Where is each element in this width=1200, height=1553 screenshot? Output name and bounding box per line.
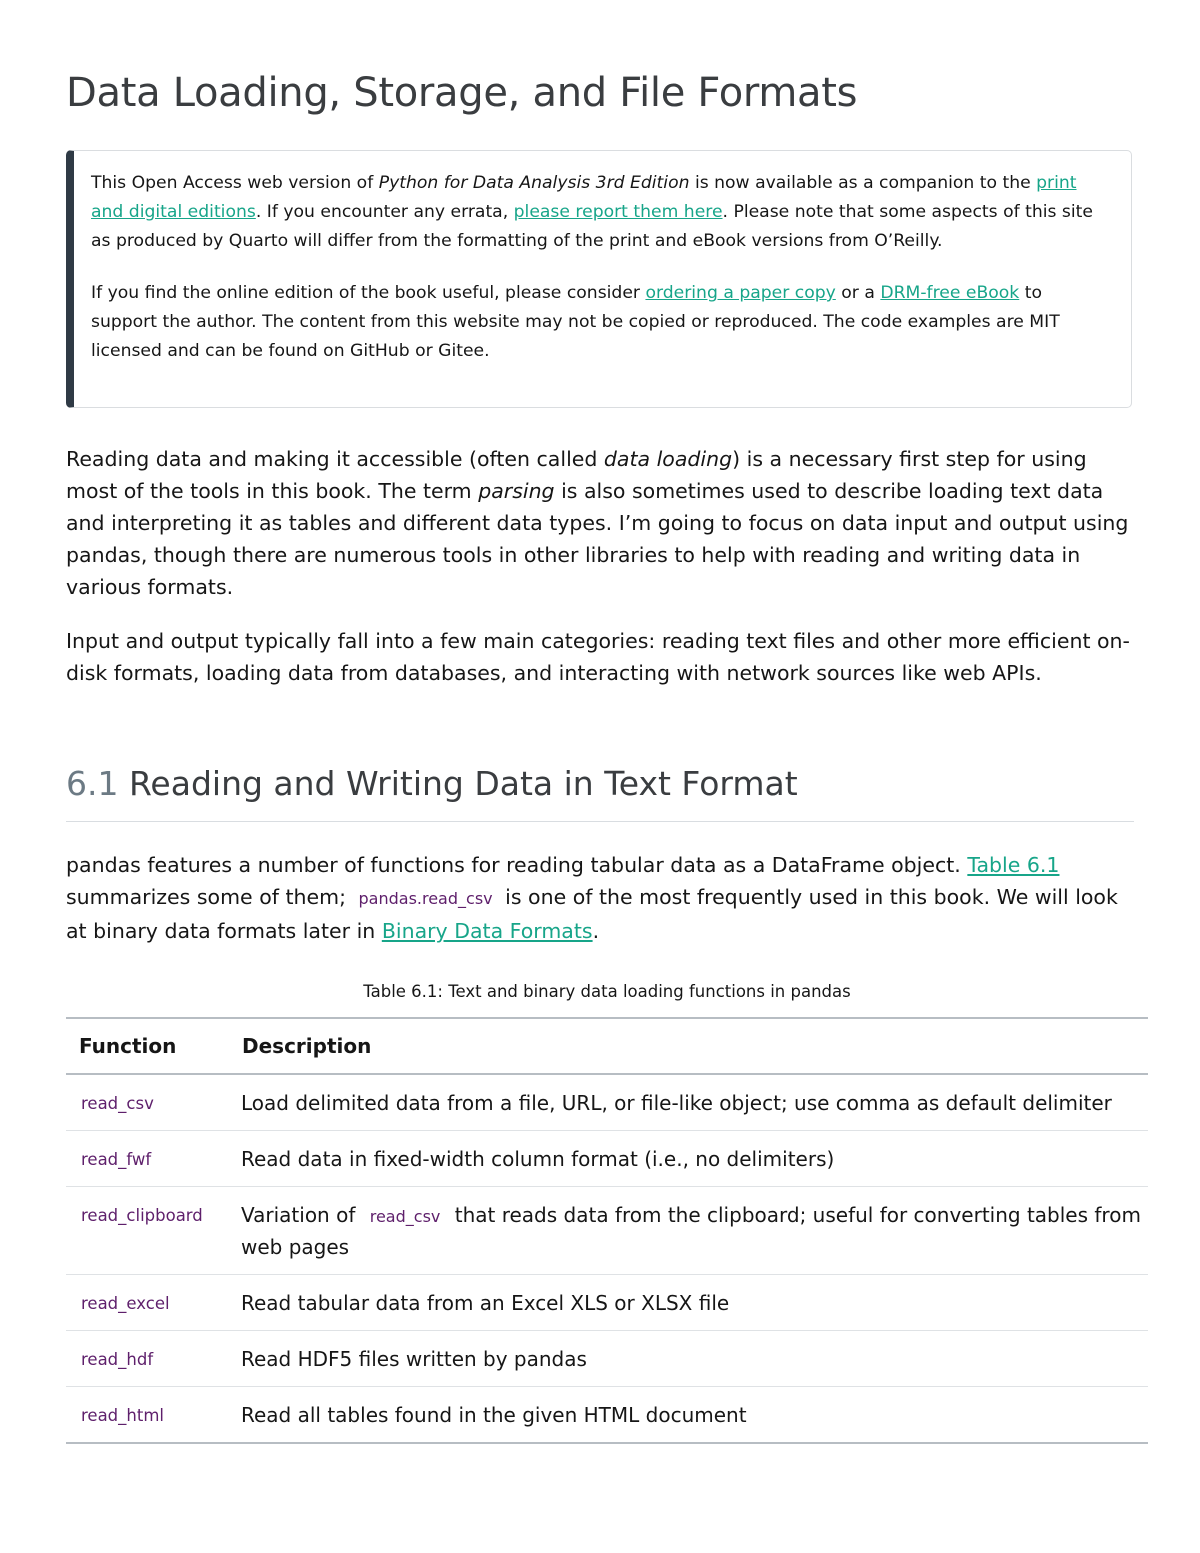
function-description: Read tabular data from an Excel XLS or XLSX file (229, 1275, 1148, 1331)
function-description: Read HDF5 files written by pandas (229, 1331, 1148, 1387)
function-description: Load delimited data from a file, URL, or file-like object; use comma as default delimiter (229, 1074, 1148, 1131)
print-digital-editions-link[interactable]: print and digital editions (91, 173, 1077, 222)
table-caption: Table 6.1: Text and binary data loading functions in pandas (363, 982, 851, 1001)
section-number: 6.1 (66, 764, 119, 803)
inline-code-read-csv: read_csv (369, 1207, 441, 1226)
order-paper-copy-link[interactable]: ordering a paper copy (645, 283, 836, 303)
book-title: Python for Data Analysis 3rd Edition (378, 173, 690, 193)
table-row (66, 1387, 1148, 1444)
section-paragraph: pandas features a number of functions for reading tabular data as a DataFrame object. Table 6.1 summarizes some of them; pandas.read_csv is one of the most frequently used in this book. We will look at binary data formats later in Binary Data Formats. (66, 853, 1118, 943)
binary-data-formats-link[interactable]: Binary Data Formats (381, 919, 593, 943)
function-name: read_clipboard (66, 1187, 229, 1275)
table-row (66, 1187, 1148, 1275)
section-title: Reading and Writing Data in Text Format (128, 764, 798, 803)
open-access-callout (66, 150, 1132, 408)
table-row (66, 1074, 1148, 1131)
function-description: Variation of read_csv that reads data from the clipboard; useful for converting tables from web pages (229, 1187, 1148, 1275)
intro-paragraph-2: Input and output typically fall into a few main categories: reading text files and other more efficient on-disk formats, loading data from databases, and interacting with network sources like web APIs. (66, 629, 1130, 685)
inline-code-read-csv: pandas.read_csv (358, 889, 493, 908)
function-name: read_hdf (66, 1331, 229, 1387)
function-name: read_excel (66, 1275, 229, 1331)
callout-paragraph-2: If you find the online edition of the book useful, please consider ordering a paper copy or a DRM-free eBook to support the author. The content from this website may not be copied or reproduced. The code examples are MIT licensed and can be found on GitHub or Gitee. (91, 283, 1060, 361)
drm-free-ebook-link[interactable]: DRM-free eBook (880, 283, 1020, 303)
function-name: read_fwf (66, 1131, 229, 1187)
header-description: Description (229, 1018, 1148, 1074)
report-errata-link[interactable]: please report them here (513, 202, 723, 222)
function-description: Read data in fixed-width column format (i.e., no delimiters) (229, 1131, 1148, 1187)
table-row (66, 1275, 1148, 1331)
page-title: Data Loading, Storage, and File Formats (66, 70, 858, 116)
term-parsing: parsing (478, 479, 555, 503)
function-description: Read all tables found in the given HTML document (229, 1387, 1148, 1444)
table-row (66, 1131, 1148, 1187)
function-name: read_html (66, 1387, 229, 1444)
callout-paragraph-1: This Open Access web version of Python for Data Analysis 3rd Edition is now available as a companion to the print and digital editions. If you encounter any errata, please report them here. Please note that some aspects of this site as produced by Quarto will differ from the formatting of the print and eBook versions from O’Reilly. (91, 173, 1093, 251)
section-heading (66, 764, 798, 803)
function-name: read_csv (66, 1074, 229, 1131)
header-function: Function (66, 1018, 229, 1074)
table-header-row (66, 1018, 1148, 1074)
table-row (66, 1331, 1148, 1387)
table-6-1-link[interactable]: Table 6.1 (967, 853, 1060, 877)
term-data-loading: data loading (603, 447, 733, 471)
section-divider (66, 821, 1134, 822)
functions-table (66, 1017, 1148, 1444)
intro-paragraph-1: Reading data and making it accessible (often called data loading) is a necessary first step for using most of the tools in this book. The term parsing is also sometimes used to describe loading text data and interpreting it as tables and different data types. I’m going to focus on data input and output using pandas, though there are numerous tools in other libraries to help with reading and writing data in various formats. (66, 447, 1129, 599)
